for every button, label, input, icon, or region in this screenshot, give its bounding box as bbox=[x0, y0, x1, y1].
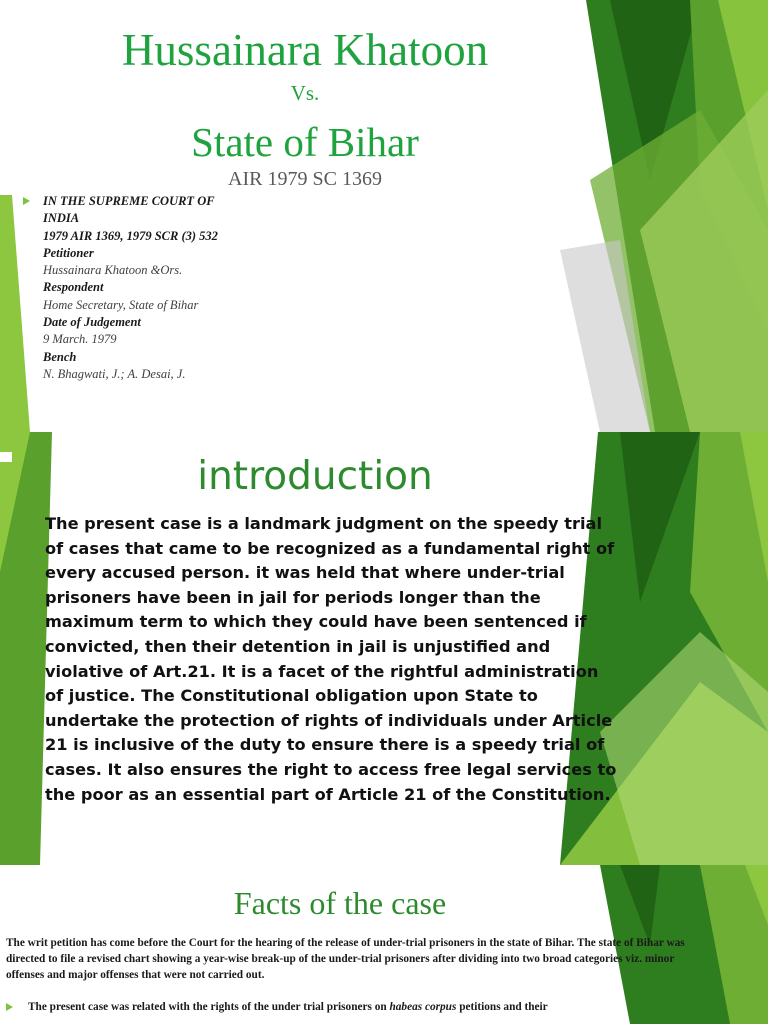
bench-value: N. Bhagwati, J.; A. Desai, J. bbox=[43, 366, 186, 381]
judgement-date-value: 9 March. 1979 bbox=[43, 332, 117, 347]
case-title-respondent: State of Bihar bbox=[191, 119, 419, 165]
petitioner-value: Hussainara Khatoon &Ors. bbox=[43, 263, 183, 278]
respondent-value: Home Secretary, State of Bihar bbox=[43, 297, 199, 312]
case-title-petitioner: Hussainara Khatoon bbox=[121, 25, 489, 75]
judgement-date-label: Date of Judgement bbox=[43, 315, 141, 330]
bullet-arrow-icon bbox=[6, 1003, 13, 1011]
court-name-line1: IN THE SUPREME COURT OF bbox=[43, 194, 215, 208]
introduction-body: The present case is a landmark judgment on the speedy trial of cases that came to be recognized as a fundamental right of every accused person. it was held that where under-trial prisoners have been in jail for periods longer than the maximum term to which they could have been sentenced if convicted, then their detention in jail is unjustified and violative of Art.21. It is a facet of the rightful administration of justice. The Constitutional obligation upon State to undertake the protection of rights of individuals under Article 21 is inclusive of the duty to ensure there is a speedy trial of cases. It also ensures the right to access free legal services to the poor as an essential part of Article 21 of the Constitution. bbox=[45, 514, 617, 804]
bench-label: Bench bbox=[43, 349, 77, 364]
respondent-label: Respondent bbox=[43, 280, 104, 295]
bullet-arrow-icon bbox=[23, 197, 30, 205]
section-heading-facts: Facts of the case bbox=[233, 885, 447, 921]
facts-bullet: The present case was related with the rights of the under trial prisoners on habeas corpus petitions and their bbox=[28, 1001, 548, 1013]
case-citation: AIR 1979 SC 1369 bbox=[228, 168, 382, 190]
case-details bbox=[43, 193, 218, 383]
petitioner-label: Petitioner bbox=[43, 245, 94, 260]
facts-paragraph: The writ petition has come before the Court for the hearing of the release of under-trial prisoners in the state of Bihar. The state of Bihar was directed to file a revised chart showing a year-wise break-up of the under-trial prisoners after dividing into two broad categories viz. minor offenses and major offenses that were not carried out. bbox=[6, 937, 685, 981]
slide-title bbox=[0, 0, 768, 432]
section-heading-introduction: introduction bbox=[197, 454, 433, 499]
versus-label: Vs. bbox=[290, 81, 320, 105]
case-citation-2: 1979 AIR 1369, 1979 SCR (3) 532 bbox=[43, 228, 218, 243]
court-name-line2: INDIA bbox=[43, 211, 80, 226]
